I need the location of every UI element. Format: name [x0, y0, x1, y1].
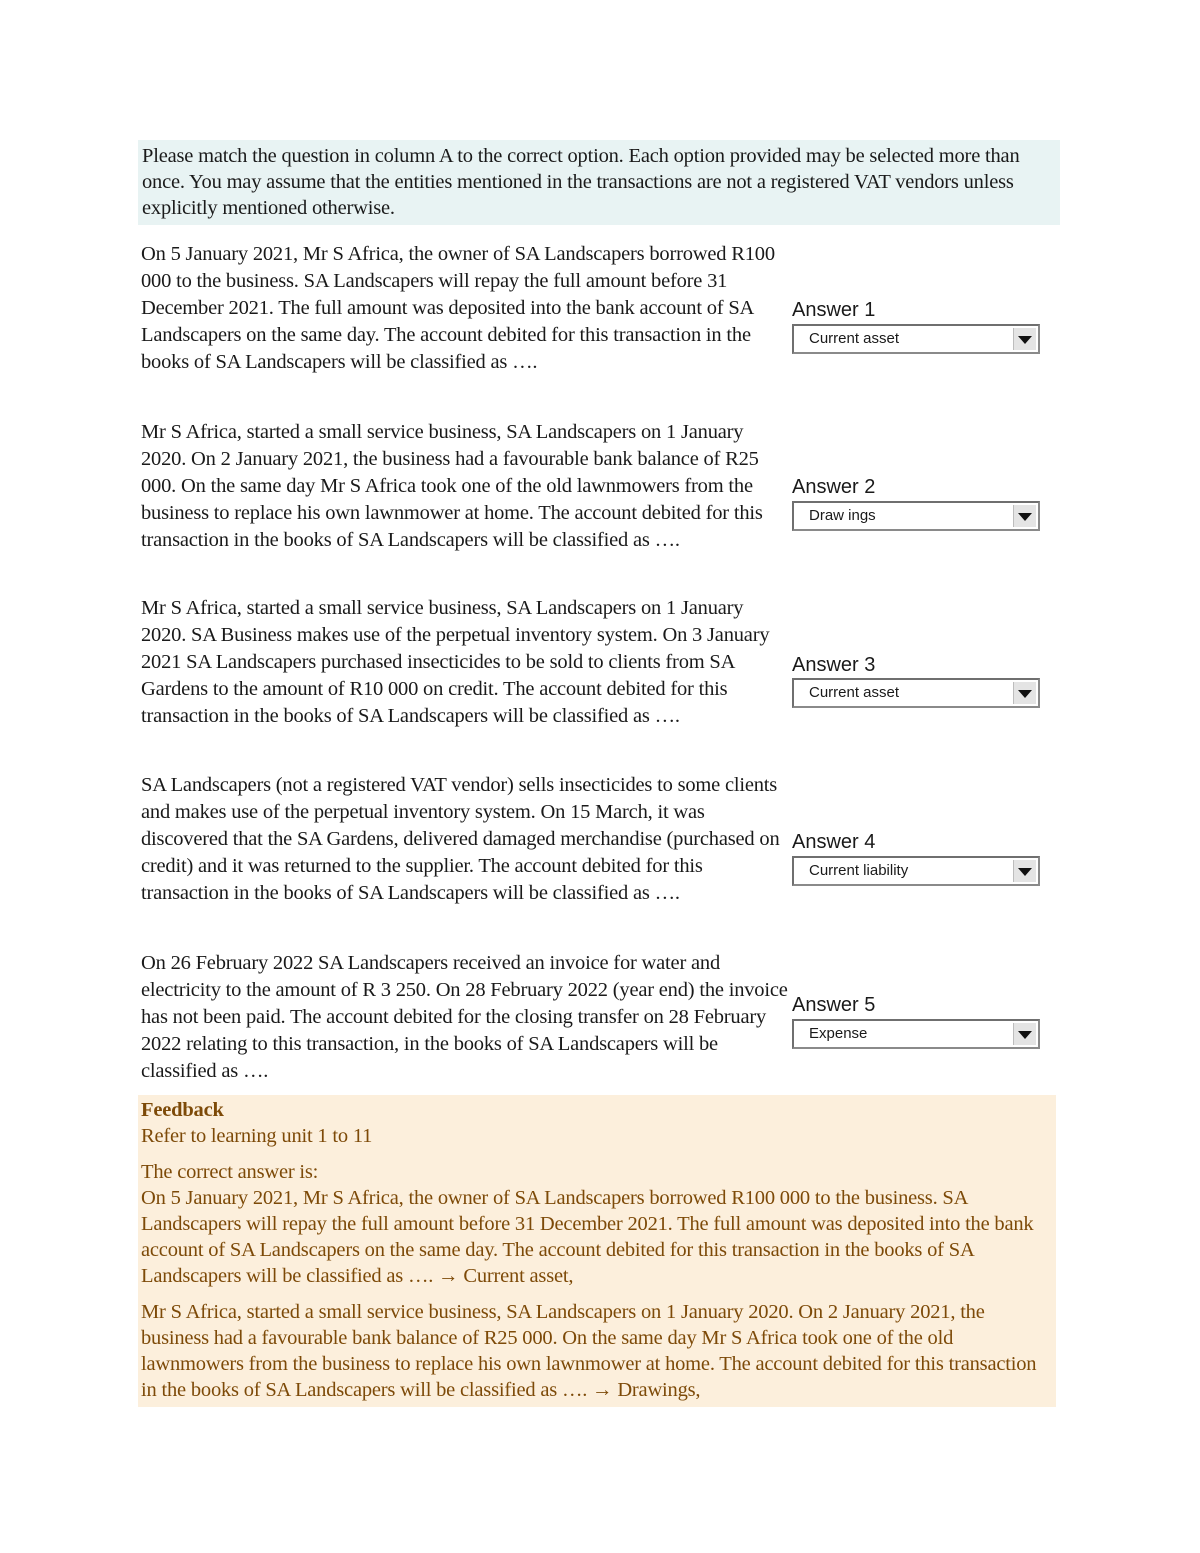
answer-5-select[interactable]	[792, 1019, 1040, 1049]
answer-3-select[interactable]	[792, 678, 1040, 708]
question-5-text: On 26 February 2022 SA Landscapers received an invoice for water and electricity to the amount of R 3 250. On 28 February 2022 (year end) the invoice has not been paid. The account debited for the closing transfer on 28 February 2022 relating to this transaction, in the books of SA Landscapers will be classified as ….	[141, 952, 788, 1082]
chevron-down-icon[interactable]	[1013, 682, 1036, 704]
answer-1-label: Answer 1	[792, 299, 876, 321]
feedback-item-1: On 5 January 2021, Mr S Africa, the owner of SA Landscapers borrowed R100 000 to the business. SA Landscapers will repay the full amount before 31 December 2021. The full amount was deposited into the bank account of SA Landscapers on the same day. The account debited for this transaction in the books of SA Landscapers will be classified as …. → Current asset,	[141, 1187, 1034, 1287]
answer-1-select[interactable]	[792, 324, 1040, 354]
chevron-down-icon[interactable]	[1013, 1023, 1036, 1045]
answer-3-selected-value: Current asset	[809, 684, 900, 701]
answer-2-selected-value: Draw ings	[809, 507, 876, 524]
answer-5-label: Answer 5	[792, 994, 876, 1016]
answer-1-selected-value: Current asset	[809, 330, 900, 347]
answer-4-select[interactable]	[792, 856, 1040, 886]
chevron-down-icon[interactable]	[1013, 860, 1036, 882]
answer-4-selected-value: Current liability	[809, 862, 909, 879]
question-3-text: Mr S Africa, started a small service business, SA Landscapers on 1 January 2020. SA Business makes use of the perpetual inventory system. On 3 January 2021 SA Landscapers purchased insecticides to be sold to clients from SA Gardens to the amount of R10 000 on credit. The account debited for this transaction in the books of SA Landscapers will be classified as ….	[141, 597, 770, 727]
chevron-down-icon[interactable]	[1013, 328, 1036, 350]
question-4-text: SA Landscapers (not a registered VAT vendor) sells insecticides to some clients and makes use of the perpetual inventory system. On 15 March, it was discovered that the SA Gardens, delivered damaged merchandise (purchased on credit) and it was returned to the supplier. The account debited for this transaction in the books of SA Landscapers will be classified as ….	[141, 774, 780, 904]
question-1-text: On 5 January 2021, Mr S Africa, the owner of SA Landscapers borrowed R100 000 to the business. SA Landscapers will repay the full amount before 31 December 2021. The full amount was deposited into the bank account of SA Landscapers on the same day. The account debited for this transaction in the books of SA Landscapers will be classified as ….	[141, 243, 775, 373]
feedback-correct-intro: The correct answer is:	[141, 1161, 319, 1183]
chevron-down-icon[interactable]	[1013, 505, 1036, 527]
answer-2-select[interactable]	[792, 501, 1040, 531]
answer-4-label: Answer 4	[792, 831, 876, 853]
feedback-item-2: Mr S Africa, started a small service business, SA Landscapers on 1 January 2020. On 2 January 2021, the business had a favourable bank balance of R25 000. On the same day Mr S Africa took one of the old lawnmowers from the business to replace his own lawnmower at home. The account debited for this transaction in the books of SA Landscapers will be classified as …. → Drawings,	[141, 1301, 1037, 1401]
instructions-box: Please match the question in column A to the correct option. Each option provided may be selected more than once. You may assume that the entities mentioned in the transactions are not a registered VAT vendors unless explicitly mentioned otherwise.	[138, 140, 1060, 225]
answer-2-label: Answer 2	[792, 476, 876, 498]
answer-5-selected-value: Expense	[809, 1025, 868, 1042]
question-2-text: Mr S Africa, started a small service business, SA Landscapers on 1 January 2020. On 2 January 2021, the business had a favourable bank balance of R25 000. On the same day Mr S Africa took one of the old lawnmowers from the business to replace his own lawnmower at home. The account debited for this transaction in the books of SA Landscapers will be classified as ….	[141, 421, 763, 551]
feedback-heading: Feedback	[141, 1099, 224, 1121]
feedback-box	[138, 1095, 1056, 1407]
feedback-reference: Refer to learning unit 1 to 11	[141, 1125, 373, 1147]
answer-3-label: Answer 3	[792, 654, 876, 676]
